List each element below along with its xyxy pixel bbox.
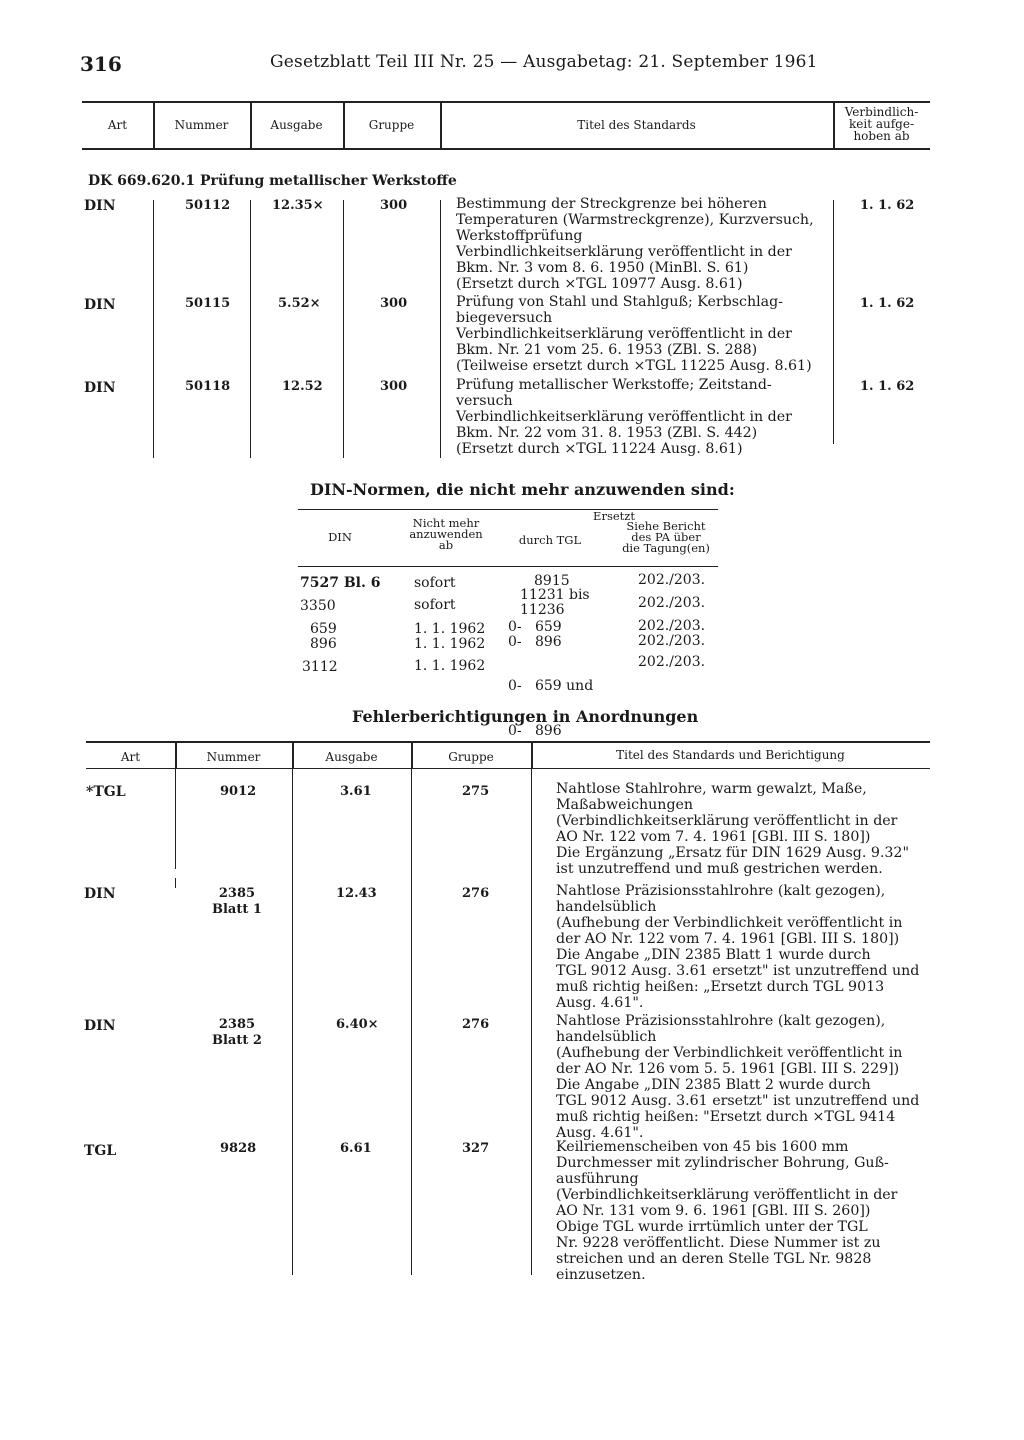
titel-line: muß richtig heißen: „Ersetzt durch TGL 9013 bbox=[556, 979, 885, 995]
row-titel bbox=[456, 294, 812, 374]
row-ausgabe: 3.61 bbox=[340, 784, 372, 799]
row-titel bbox=[556, 883, 919, 1011]
titel-line: (Aufhebung der Verbindlichkeit veröffentlicht in bbox=[556, 915, 903, 931]
table3-header-rule bbox=[86, 768, 930, 769]
bericht-cell: 202./203. bbox=[638, 572, 706, 588]
tgl-line: 11236 bbox=[520, 602, 565, 618]
titel-line: handelsüblich bbox=[556, 899, 657, 915]
header-line: Nicht mehr bbox=[412, 516, 480, 530]
titel-line: Prüfung von Stahl und Stahlguß; Kerbschlag- bbox=[456, 294, 783, 310]
titel-line: ausführung bbox=[556, 1171, 639, 1187]
table3-top-rule bbox=[86, 741, 930, 743]
titel-line: AO Nr. 131 vom 9. 6. 1961 [GBl. III S. 260]) bbox=[556, 1203, 871, 1219]
titel-line: Nr. 9228 veröffentlicht. Diese Nummer ist zu bbox=[556, 1235, 881, 1251]
row-art: DIN bbox=[84, 198, 116, 214]
bericht-cell: 202./203. bbox=[638, 633, 706, 649]
din-cell: 659 bbox=[310, 621, 337, 637]
ab-cell: 1. 1. 1962 bbox=[414, 636, 486, 652]
row-aufgehoben: 1. 1. 62 bbox=[860, 379, 915, 394]
din-cell: 3350 bbox=[300, 598, 336, 614]
titel-line: (Aufhebung der Verbindlichkeit veröffentlicht in bbox=[556, 1045, 903, 1061]
titel-line: Bestimmung der Streckgrenze bei höheren bbox=[456, 196, 767, 212]
titel-line: (Verbindlichkeitserklärung veröffentlicht in der bbox=[556, 813, 898, 829]
row-gruppe: 300 bbox=[380, 198, 408, 213]
tgl-line: 11231 bis bbox=[520, 587, 590, 603]
header-line: hoben ab bbox=[853, 129, 910, 143]
titel-line: Die Angabe „DIN 2385 Blatt 2 wurde durch bbox=[556, 1077, 871, 1093]
titel-line: Verbindlichkeitserklärung veröffentlicht in der bbox=[456, 326, 792, 342]
titel-line: AO Nr. 122 vom 7. 4. 1961 [GBl. III S. 180]) bbox=[556, 829, 871, 845]
row-gruppe: 327 bbox=[462, 1141, 490, 1156]
row-ausgabe: 12.52 bbox=[282, 379, 323, 394]
titel-line: (Verbindlichkeitserklärung veröffentlicht in der bbox=[556, 1187, 898, 1203]
row-art: *TGL bbox=[86, 784, 126, 800]
table3-col-divider bbox=[175, 878, 176, 888]
header-line: die Tagung(en) bbox=[622, 541, 710, 555]
row-art: DIN bbox=[84, 886, 116, 902]
titel-line: Werkstoffprüfung bbox=[456, 228, 583, 244]
header-line: des PA über bbox=[631, 530, 701, 544]
titel-line: (Ersetzt durch ×TGL 10977 Ausg. 8.61) bbox=[456, 276, 743, 292]
table1-col-divider bbox=[153, 200, 154, 458]
titel-line: Obige TGL wurde irrtümlich unter der TGL bbox=[556, 1219, 868, 1235]
row-nummer bbox=[212, 886, 262, 918]
table1-col-divider bbox=[833, 200, 834, 444]
titel-line: Bkm. Nr. 3 vom 8. 6. 1950 (MinBl. S. 61) bbox=[456, 260, 749, 276]
row-ausgabe: 12.43 bbox=[336, 886, 377, 901]
titel-line: versuch bbox=[456, 393, 513, 409]
table3-col-divider bbox=[411, 769, 412, 1275]
col-header-ausgabe: Ausgabe bbox=[270, 118, 323, 132]
table2-heading: DIN-Normen, die nicht mehr anzuwenden sind: bbox=[310, 480, 735, 499]
ab-cell: 1. 1. 1962 bbox=[414, 658, 486, 674]
col-header-nummer: Nummer bbox=[174, 118, 229, 132]
titel-line: (Ersetzt durch ×TGL 11224 Ausg. 8.61) bbox=[456, 441, 743, 457]
titel-line: handelsüblich bbox=[556, 1029, 657, 1045]
page-header-title: Gesetzblatt Teil III Nr. 25 — Ausgabetag: 21. September 1961 bbox=[270, 52, 818, 72]
tgl-line: 0- 659 und bbox=[508, 678, 594, 694]
titel-line: TGL 9012 Ausg. 3.61 ersetzt" ist unzutreffend und bbox=[556, 963, 920, 979]
col-header-nummer: Nummer bbox=[206, 750, 261, 764]
row-gruppe: 276 bbox=[462, 886, 490, 901]
col-header-din: DIN bbox=[328, 530, 352, 544]
titel-line: der AO Nr. 126 vom 5. 5. 1961 [GBl. III S. 229]) bbox=[556, 1061, 900, 1077]
row-ausgabe: 12.35× bbox=[272, 198, 324, 213]
header-line: anzuwenden bbox=[409, 527, 483, 541]
bericht-cell: 202./203. bbox=[638, 595, 706, 611]
header-line: keit aufge- bbox=[848, 117, 914, 131]
titel-line: Prüfung metallischer Werkstoffe; Zeitstand- bbox=[456, 377, 772, 393]
row-aufgehoben: 1. 1. 62 bbox=[860, 296, 915, 311]
titel-line: Ausg. 4.61". bbox=[556, 995, 644, 1011]
col-header-art: Art bbox=[120, 750, 141, 764]
titel-line: Verbindlichkeitserklärung veröffentlicht in der bbox=[456, 409, 792, 425]
row-gruppe: 275 bbox=[462, 784, 490, 799]
titel-line: einzusetzen. bbox=[556, 1267, 646, 1283]
table3-col-divider bbox=[531, 769, 532, 1275]
col-header-gruppe: Gruppe bbox=[368, 118, 415, 132]
titel-line: Nahtlose Stahlrohre, warm gewalzt, Maße, bbox=[556, 781, 867, 797]
tgl-cell bbox=[520, 588, 590, 618]
titel-line: der AO Nr. 122 vom 7. 4. 1961 [GBl. III S. 180]) bbox=[556, 931, 900, 947]
titel-line: Ausg. 4.61". bbox=[556, 1125, 644, 1141]
row-ausgabe: 6.61 bbox=[340, 1141, 372, 1156]
nummer-line: 2385 bbox=[218, 886, 256, 901]
bericht-cell: 202./203. bbox=[638, 654, 706, 670]
col-header-aufgehoben bbox=[833, 106, 930, 142]
col-header-siehe-bericht bbox=[616, 521, 716, 554]
table2-top-rule bbox=[298, 509, 718, 510]
titel-line: Maßabweichungen bbox=[556, 797, 694, 813]
table1-top-rule bbox=[82, 101, 930, 103]
col-header-gruppe: Gruppe bbox=[448, 750, 494, 764]
row-titel bbox=[556, 781, 909, 877]
ab-cell: sofort bbox=[414, 597, 456, 613]
titel-line: Verbindlichkeitserklärung veröffentlicht in der bbox=[456, 244, 792, 260]
row-aufgehoben: 1. 1. 62 bbox=[860, 198, 915, 213]
row-art: DIN bbox=[84, 297, 116, 313]
titel-line: (Teilweise ersetzt durch ×TGL 11225 Ausg. 8.61) bbox=[456, 358, 812, 374]
row-gruppe: 300 bbox=[380, 296, 408, 311]
titel-line: streichen und an deren Stelle TGL Nr. 9828 bbox=[556, 1251, 872, 1267]
row-nummer: 9012 bbox=[220, 784, 257, 799]
titel-line: ist unzutreffend und muß gestrichen werden. bbox=[556, 861, 883, 877]
row-art: TGL bbox=[84, 1143, 117, 1159]
header-line: Verbindlich- bbox=[844, 105, 919, 119]
page-number: 316 bbox=[80, 52, 122, 76]
titel-line: muß richtig heißen: "Ersetzt durch ×TGL 9414 bbox=[556, 1109, 896, 1125]
row-titel bbox=[456, 377, 792, 457]
row-nummer: 9828 bbox=[220, 1141, 257, 1156]
tgl-cell: 0- 896 bbox=[508, 634, 562, 650]
table3-heading: Fehlerberichtigungen in Anordnungen bbox=[352, 707, 699, 726]
col-header-titel: Titel des Standards und Berichtigung bbox=[616, 748, 845, 762]
row-ausgabe: 6.40× bbox=[336, 1017, 379, 1032]
titel-line: Nahtlose Präzisionsstahlrohre (kalt gezogen), bbox=[556, 883, 886, 899]
table1-header-rule bbox=[82, 148, 930, 150]
tgl-cell: 0- 659 bbox=[508, 619, 562, 635]
titel-line: Die Angabe „DIN 2385 Blatt 1 wurde durch bbox=[556, 947, 871, 963]
titel-line: Temperaturen (Warmstreckgrenze), Kurzversuch, bbox=[456, 212, 814, 228]
row-gruppe: 276 bbox=[462, 1017, 490, 1032]
row-titel bbox=[556, 1013, 919, 1141]
tgl-line: 0- 896 bbox=[508, 723, 562, 739]
row-nummer: 50112 bbox=[185, 198, 231, 213]
din-cell: 7527 Bl. 6 bbox=[300, 575, 381, 591]
col-header-ausgabe: Ausgabe bbox=[325, 750, 378, 764]
row-art: DIN bbox=[84, 380, 116, 396]
titel-line: Durchmesser mit zylindrischer Bohrung, Guß- bbox=[556, 1155, 889, 1171]
table3-col-divider bbox=[292, 769, 293, 1275]
header-line: ab bbox=[438, 538, 454, 552]
col-header-durch-tgl: durch TGL bbox=[518, 533, 582, 547]
row-nummer bbox=[212, 1017, 262, 1049]
table1-col-divider bbox=[250, 200, 251, 458]
tgl-cell: 8915 bbox=[534, 573, 570, 589]
titel-line: Die Ergänzung „Ersatz für DIN 1629 Ausg. 9.32" bbox=[556, 845, 909, 861]
table3-col-divider bbox=[175, 769, 176, 869]
row-titel bbox=[556, 1139, 897, 1283]
titel-line: TGL 9012 Ausg. 3.61 ersetzt" ist unzutreffend und bbox=[556, 1093, 920, 1109]
titel-line: Bkm. Nr. 22 vom 31. 8. 1953 (ZBl. S. 442) bbox=[456, 425, 758, 441]
titel-line: Bkm. Nr. 21 vom 25. 6. 1953 (ZBl. S. 288) bbox=[456, 342, 758, 358]
row-titel bbox=[456, 196, 814, 292]
din-cell: 3112 bbox=[302, 659, 338, 675]
table1-col-divider bbox=[343, 200, 344, 458]
col-header-titel: Titel des Standards bbox=[577, 118, 696, 132]
section-title: DK 669.620.1 Prüfung metallischer Werkstoffe bbox=[88, 173, 457, 189]
row-nummer: 50115 bbox=[185, 296, 231, 311]
header-line: Siehe Bericht bbox=[626, 519, 706, 533]
nummer-line: Blatt 2 bbox=[212, 1033, 262, 1048]
nummer-line: Blatt 1 bbox=[212, 902, 262, 917]
ab-cell: sofort bbox=[414, 575, 456, 591]
col-header-nicht-mehr bbox=[400, 518, 492, 551]
table1-col-divider bbox=[440, 200, 441, 458]
col-header-art: Art bbox=[107, 118, 128, 132]
din-cell: 896 bbox=[310, 636, 337, 652]
row-art: DIN bbox=[84, 1018, 116, 1034]
titel-line: biegeversuch bbox=[456, 310, 553, 326]
col-header-ersetzt: Ersetzt bbox=[593, 509, 635, 523]
titel-line: Nahtlose Präzisionsstahlrohre (kalt gezogen), bbox=[556, 1013, 886, 1029]
row-ausgabe: 5.52× bbox=[278, 296, 321, 311]
table2-header-rule bbox=[298, 566, 718, 567]
bericht-cell: 202./203. bbox=[638, 618, 706, 634]
titel-line: Keilriemenscheiben von 45 bis 1600 mm bbox=[556, 1139, 849, 1155]
nummer-line: 2385 bbox=[218, 1017, 256, 1032]
row-gruppe: 300 bbox=[380, 379, 408, 394]
row-nummer: 50118 bbox=[185, 379, 231, 394]
ab-cell: 1. 1. 1962 bbox=[414, 621, 486, 637]
